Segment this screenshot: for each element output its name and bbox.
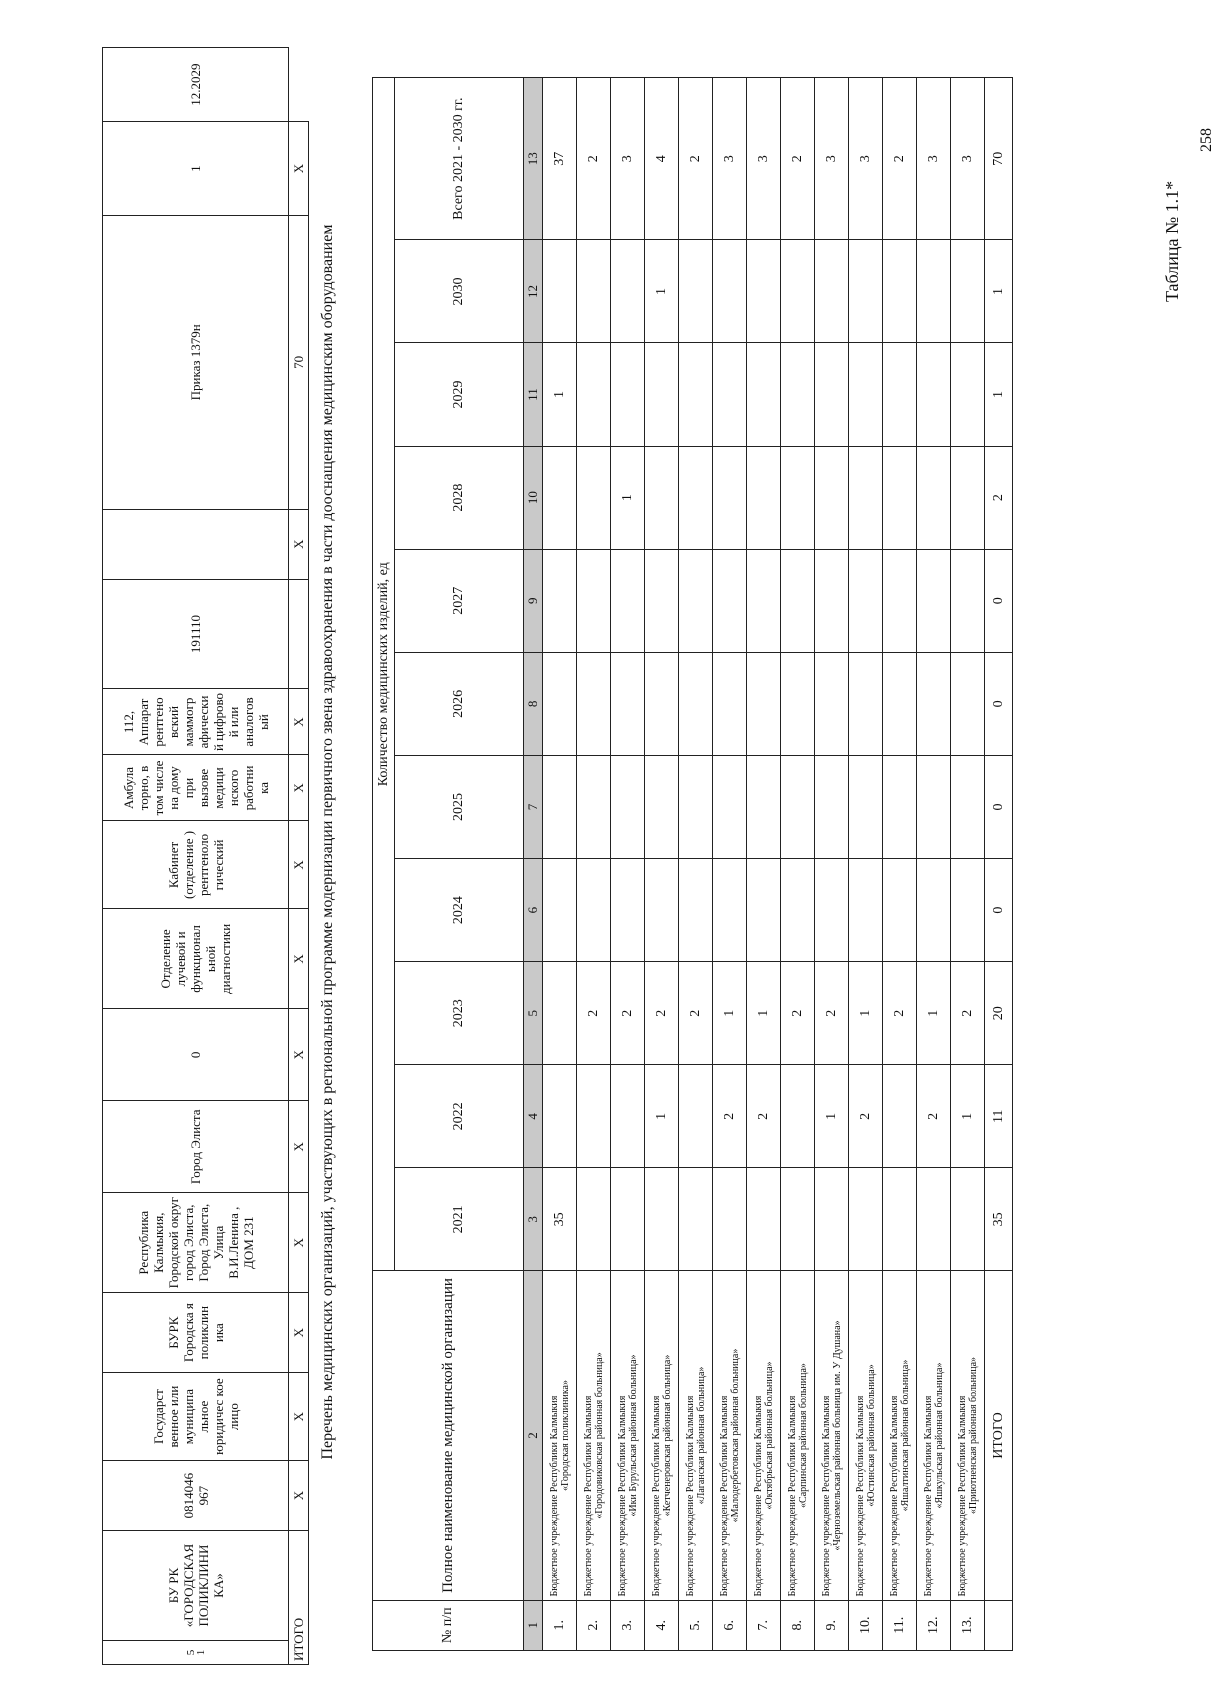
column-number: 11: [524, 343, 543, 446]
quantity-cell: [713, 755, 747, 858]
quantity-cell: [781, 240, 815, 343]
quantity-cell: [543, 962, 577, 1065]
header-row-group: [373, 78, 395, 1651]
total-cell: 11: [985, 1065, 1013, 1168]
column-number: 8: [524, 652, 543, 755]
quantity-cell: [679, 1065, 713, 1168]
total-num: [985, 1600, 1013, 1650]
medical-organizations-table: [372, 77, 1013, 1651]
quantity-cell: [883, 652, 917, 755]
quantity-cell: [611, 549, 645, 652]
quantity-cell: [815, 755, 849, 858]
quantity-cell: 2: [679, 78, 713, 240]
quantity-cell: [781, 446, 815, 549]
row-number: 9.: [815, 1600, 849, 1650]
quantity-cell: [611, 755, 645, 858]
quantity-cell: 3: [917, 78, 951, 240]
quantity-cell: [577, 755, 611, 858]
top-total-label: ИТОГО: [289, 1531, 309, 1665]
quantity-cell: [747, 446, 781, 549]
quantity-cell: [815, 343, 849, 446]
quantity-cell: [713, 446, 747, 549]
quantity-cell: [747, 343, 781, 446]
total-cell: 0: [985, 859, 1013, 962]
quantity-cell: [747, 859, 781, 962]
row-number: 8.: [781, 1600, 815, 1650]
top-table-cell: 191110: [103, 579, 289, 689]
quantity-cell: [543, 1065, 577, 1168]
quantity-cell: 2: [883, 962, 917, 1065]
quantity-cell: 1: [849, 962, 883, 1065]
top-table-cell: Республика Калмыкия, Городской округ город Элиста, Город Элиста, Улица В.И.Ленина , ДОМ 231: [103, 1193, 289, 1293]
quantity-cell: [747, 240, 781, 343]
quantity-cell: [781, 652, 815, 755]
quantity-cell: [781, 755, 815, 858]
total-row: [985, 78, 1013, 1651]
org-type: Бюджетное учреждение Республики Калмыкия: [854, 1395, 866, 1597]
quantity-cell: 35: [543, 1168, 577, 1271]
quantity-cell: [883, 446, 917, 549]
org-type: Бюджетное учреждение Республики Калмыкия: [956, 1395, 968, 1597]
top-row-index-part: 5: [184, 1649, 197, 1656]
quantity-cell: 1: [713, 962, 747, 1065]
row-number: 1.: [543, 1600, 577, 1650]
row-number: 11.: [883, 1600, 917, 1650]
quantity-cell: [611, 652, 645, 755]
quantity-cell: [951, 343, 985, 446]
table-row: [849, 78, 883, 1651]
column-number: 12: [524, 240, 543, 343]
table-row: [951, 78, 985, 1651]
top-table-cell: 12.2029: [103, 48, 289, 122]
quantity-cell: [883, 859, 917, 962]
org-name: [645, 1271, 679, 1600]
quantity-cell: 3: [747, 78, 781, 240]
total-cell: 1: [985, 343, 1013, 446]
column-number: 5: [524, 962, 543, 1065]
quantity-cell: [815, 240, 849, 343]
top-table-cell: 0814046 967: [103, 1461, 289, 1531]
quantity-cell: [577, 549, 611, 652]
quantity-cell: [781, 859, 815, 962]
quantity-cell: [713, 343, 747, 446]
quantity-cell: 2: [713, 1065, 747, 1168]
quantity-cell: [543, 755, 577, 858]
top-total-cell: Х: [289, 755, 309, 821]
top-table-cell: Приказ 1379н: [103, 216, 289, 510]
table-row: [815, 78, 849, 1651]
quantity-cell: [577, 1168, 611, 1271]
header-year: 2029: [395, 343, 524, 446]
quantity-cell: [917, 652, 951, 755]
quantity-cell: [713, 1168, 747, 1271]
org-title: «Лаганская районная больница»: [695, 1366, 707, 1505]
quantity-cell: 1: [747, 962, 781, 1065]
quantity-cell: [679, 652, 713, 755]
org-name: [679, 1271, 713, 1600]
org-name: [815, 1271, 849, 1600]
quantity-cell: [815, 1168, 849, 1271]
quantity-cell: [883, 1065, 917, 1168]
quantity-cell: [883, 240, 917, 343]
quantity-cell: [917, 755, 951, 858]
quantity-cell: [883, 343, 917, 446]
quantity-cell: [849, 859, 883, 962]
quantity-cell: [917, 1168, 951, 1271]
quantity-cell: 2: [951, 962, 985, 1065]
top-table-cell: Амбула торно, в том числе на дому при вызове медици нского работни ка: [103, 755, 289, 821]
quantity-cell: 2: [815, 962, 849, 1065]
quantity-cell: [951, 240, 985, 343]
top-row-index: [103, 1641, 289, 1665]
quantity-cell: 37: [543, 78, 577, 240]
table-row: [747, 78, 781, 1651]
quantity-cell: [679, 343, 713, 446]
header-num: № п/п: [373, 1600, 524, 1650]
top-total-cell: Х: [289, 821, 309, 909]
quantity-cell: [849, 652, 883, 755]
column-number: 3: [524, 1168, 543, 1271]
top-total-cell: Х: [289, 689, 309, 755]
total-cell: 1: [985, 240, 1013, 343]
top-total-cell: Х: [289, 909, 309, 1009]
quantity-cell: [611, 859, 645, 962]
quantity-cell: [747, 1168, 781, 1271]
column-number: 7: [524, 755, 543, 858]
row-number: 3.: [611, 1600, 645, 1650]
quantity-cell: [747, 652, 781, 755]
row-number: 6.: [713, 1600, 747, 1650]
quantity-cell: [951, 446, 985, 549]
quantity-cell: 1: [645, 1065, 679, 1168]
quantity-cell: [543, 240, 577, 343]
column-number: 2: [524, 1271, 543, 1600]
table-row: [713, 78, 747, 1651]
org-title: «Кетченеровская районная больница»: [661, 1354, 673, 1517]
header-year: 2021: [395, 1168, 524, 1271]
quantity-cell: [917, 549, 951, 652]
quantity-cell: [713, 859, 747, 962]
org-title: «Юстинская районная больница»: [865, 1364, 877, 1507]
org-name: [951, 1271, 985, 1600]
quantity-cell: 2: [781, 962, 815, 1065]
page-number: 258: [1198, 128, 1215, 152]
column-number: 9: [524, 549, 543, 652]
top-table-cell: 112, Аппарат рентгено вский маммогр афически й цифрово й или аналогов ый: [103, 689, 289, 755]
quantity-cell: [849, 240, 883, 343]
org-name: [747, 1271, 781, 1600]
quantity-cell: [645, 446, 679, 549]
row-number: 5.: [679, 1600, 713, 1650]
quantity-cell: [781, 1168, 815, 1271]
quantity-cell: [543, 859, 577, 962]
quantity-cell: [849, 549, 883, 652]
total-cell: 2: [985, 446, 1013, 549]
quantity-cell: 3: [713, 78, 747, 240]
quantity-cell: 3: [815, 78, 849, 240]
quantity-cell: 2: [577, 78, 611, 240]
quantity-cell: 1: [611, 446, 645, 549]
org-name: [781, 1271, 815, 1600]
top-row-index-part: 1: [194, 1649, 207, 1656]
org-title: «Приютненская районная больница»: [967, 1356, 979, 1515]
column-number: 6: [524, 859, 543, 962]
org-title: «Черноземельская районная больница им. У Душана»: [831, 1320, 843, 1551]
top-fragment-table: [102, 47, 309, 1665]
quantity-cell: [951, 755, 985, 858]
quantity-cell: 4: [645, 78, 679, 240]
org-type: Бюджетное учреждение Республики Калмыкия: [786, 1395, 798, 1597]
quantity-cell: [883, 549, 917, 652]
total-cell: 35: [985, 1168, 1013, 1271]
document-heading: Перечень медицинских организаций, участвующих в региональной программе модернизации первичного звена здравоохранения в части дооснащения медицинским оборудованием: [319, 224, 336, 1460]
quantity-cell: 2: [849, 1065, 883, 1168]
org-type: Бюджетное учреждение Республики Калмыкия: [650, 1395, 662, 1597]
org-title: «Яшалтинская районная больница»: [899, 1359, 911, 1512]
quantity-cell: [611, 1065, 645, 1168]
quantity-cell: [713, 652, 747, 755]
top-table-cell: 0: [103, 1009, 289, 1101]
quantity-cell: [577, 240, 611, 343]
header-year: 2027: [395, 549, 524, 652]
header-year: 2025: [395, 755, 524, 858]
table-row: [679, 78, 713, 1651]
quantity-cell: [747, 549, 781, 652]
quantity-cell: [543, 652, 577, 755]
table-label: Таблица № 1.1*: [1162, 180, 1182, 302]
org-title: «Городская поликлиника»: [559, 1380, 571, 1492]
org-title: «Яшкульская районная больница»: [933, 1362, 945, 1509]
header-year: 2024: [395, 859, 524, 962]
quantity-cell: [645, 343, 679, 446]
quantity-cell: [577, 652, 611, 755]
quantity-cell: [611, 343, 645, 446]
table-row: [883, 78, 917, 1651]
quantity-cell: 1: [815, 1065, 849, 1168]
row-number: 2.: [577, 1600, 611, 1650]
top-total-cell: 70: [289, 216, 309, 510]
total-cell: 0: [985, 652, 1013, 755]
org-type: Бюджетное учреждение Республики Калмыкия: [718, 1395, 730, 1597]
quantity-cell: [849, 446, 883, 549]
quantity-cell: 3: [951, 78, 985, 240]
quantity-cell: [747, 755, 781, 858]
quantity-cell: [543, 446, 577, 549]
total-label: ИТОГО: [985, 1271, 1013, 1600]
quantity-cell: [849, 343, 883, 446]
org-type: Бюджетное учреждение Республики Калмыкия: [684, 1395, 696, 1597]
top-total-cell: [289, 579, 309, 689]
org-name: [611, 1271, 645, 1600]
header-year: 2030: [395, 240, 524, 343]
quantity-cell: [917, 446, 951, 549]
table-row: [611, 78, 645, 1651]
org-title: «Сарпинская районная больница»: [797, 1363, 809, 1508]
quantity-cell: [815, 549, 849, 652]
quantity-cell: [679, 1168, 713, 1271]
table-row: [645, 78, 679, 1651]
top-table-cell: [103, 509, 289, 579]
quantity-cell: [883, 755, 917, 858]
top-total-cell: Х: [289, 1461, 309, 1531]
row-number: 10.: [849, 1600, 883, 1650]
row-number: 4.: [645, 1600, 679, 1650]
quantity-cell: [645, 755, 679, 858]
table-row: [577, 78, 611, 1651]
quantity-cell: 3: [611, 78, 645, 240]
quantity-cell: 2: [577, 962, 611, 1065]
top-total-cell: Х: [289, 1101, 309, 1193]
quantity-cell: [679, 240, 713, 343]
quantity-cell: [815, 859, 849, 962]
top-total-cell: Х: [289, 122, 309, 216]
top-total-cell: Х: [289, 1009, 309, 1101]
column-number-row: [524, 78, 543, 1651]
org-type: Бюджетное учреждение Республики Калмыкия: [888, 1395, 900, 1597]
header-year: 2028: [395, 446, 524, 549]
quantity-cell: [679, 755, 713, 858]
quantity-cell: [679, 446, 713, 549]
top-table-total-row: [289, 48, 309, 1665]
quantity-cell: [645, 1168, 679, 1271]
table-row: [543, 78, 577, 1651]
org-name: [849, 1271, 883, 1600]
header-year: 2022: [395, 1065, 524, 1168]
org-name: [917, 1271, 951, 1600]
quantity-cell: [883, 1168, 917, 1271]
quantity-cell: 2: [747, 1065, 781, 1168]
quantity-cell: [577, 446, 611, 549]
total-cell: 0: [985, 549, 1013, 652]
quantity-cell: [577, 1065, 611, 1168]
header-quantity-group: Количество медицинских изделий, ед: [373, 78, 395, 1271]
quantity-cell: [645, 549, 679, 652]
column-number: 4: [524, 1065, 543, 1168]
top-table-cell: Отделение лучевой и функционал ьной диагностики: [103, 909, 289, 1009]
quantity-cell: [781, 1065, 815, 1168]
quantity-cell: 2: [781, 78, 815, 240]
column-number: 10: [524, 446, 543, 549]
org-name: [883, 1271, 917, 1600]
row-number: 7.: [747, 1600, 781, 1650]
quantity-cell: [815, 652, 849, 755]
quantity-cell: [815, 446, 849, 549]
org-name: [543, 1271, 577, 1600]
top-table-cell: 1: [103, 122, 289, 216]
header-total: Всего 2021 - 2030 гг.: [395, 78, 524, 240]
top-total-cell: Х: [289, 1193, 309, 1293]
quantity-cell: [951, 1168, 985, 1271]
table-row: [917, 78, 951, 1651]
total-cell: 0: [985, 755, 1013, 858]
top-table-cell: Государст венное или муниципа льное юридичес кое лицо: [103, 1373, 289, 1461]
top-total-cell: Х: [289, 509, 309, 579]
org-title: «Малодербетовская районная больница»: [729, 1348, 741, 1523]
total-cell: 20: [985, 962, 1013, 1065]
org-type: Бюджетное учреждение Республики Калмыкия: [922, 1395, 934, 1597]
org-type: Бюджетное учреждение Республики Калмыкия: [616, 1395, 628, 1597]
quantity-cell: [645, 652, 679, 755]
org-type: Бюджетное учреждение Республики Калмыкия: [752, 1395, 764, 1597]
row-number: 12.: [917, 1600, 951, 1650]
table-row: [781, 78, 815, 1651]
top-table-cell: БУРК Городска я поликлин ика: [103, 1293, 289, 1373]
org-name: [577, 1271, 611, 1600]
quantity-cell: [645, 859, 679, 962]
quantity-cell: [679, 549, 713, 652]
header-year: 2026: [395, 652, 524, 755]
quantity-cell: 2: [679, 962, 713, 1065]
quantity-cell: 2: [611, 962, 645, 1065]
quantity-cell: [611, 1168, 645, 1271]
quantity-cell: [577, 343, 611, 446]
top-table-cell: Кабинет (отделение ) рентгеноло гический: [103, 821, 289, 909]
quantity-cell: [951, 859, 985, 962]
quantity-cell: 1: [951, 1065, 985, 1168]
top-total-cell: Х: [289, 1373, 309, 1461]
org-type: Бюджетное учреждение Республики Калмыкия: [548, 1395, 560, 1597]
quantity-cell: 1: [917, 962, 951, 1065]
total-cell: 70: [985, 78, 1013, 240]
org-type: Бюджетное учреждение Республики Калмыкия: [582, 1395, 594, 1597]
top-total-cell: Х: [289, 1293, 309, 1373]
org-title: «Ики Бурульская районная больница»: [627, 1354, 639, 1517]
row-number: 13.: [951, 1600, 985, 1650]
quantity-cell: [917, 240, 951, 343]
top-table-cell: Город Элиста: [103, 1101, 289, 1193]
quantity-cell: [577, 859, 611, 962]
org-name: [713, 1271, 747, 1600]
quantity-cell: 2: [883, 78, 917, 240]
top-table-row: [103, 48, 289, 1665]
quantity-cell: [917, 859, 951, 962]
quantity-cell: 2: [917, 1065, 951, 1168]
quantity-cell: [951, 549, 985, 652]
header-org-name: Полное наименование медицинской организации: [373, 1271, 524, 1600]
quantity-cell: [611, 240, 645, 343]
column-number: 1: [524, 1600, 543, 1650]
quantity-cell: [713, 240, 747, 343]
quantity-cell: [713, 549, 747, 652]
quantity-cell: [781, 549, 815, 652]
quantity-cell: [781, 343, 815, 446]
org-title: «Октябрьская районная больница»: [763, 1361, 775, 1510]
quantity-cell: [951, 652, 985, 755]
org-title: «Городовиковская районная больница»: [593, 1352, 605, 1519]
header-year: 2023: [395, 962, 524, 1065]
quantity-cell: [849, 1168, 883, 1271]
quantity-cell: 3: [849, 78, 883, 240]
org-type: Бюджетное учреждение Республики Калмыкия: [820, 1395, 832, 1597]
quantity-cell: 2: [645, 962, 679, 1065]
quantity-cell: [543, 549, 577, 652]
quantity-cell: 1: [645, 240, 679, 343]
column-number: 13: [524, 78, 543, 240]
top-table-cell: БУ РК «ГОРОДСКАЯ ПОЛИКЛИНИ КА»: [103, 1531, 289, 1641]
quantity-cell: 1: [543, 343, 577, 446]
quantity-cell: [849, 755, 883, 858]
quantity-cell: [917, 343, 951, 446]
quantity-cell: [679, 859, 713, 962]
